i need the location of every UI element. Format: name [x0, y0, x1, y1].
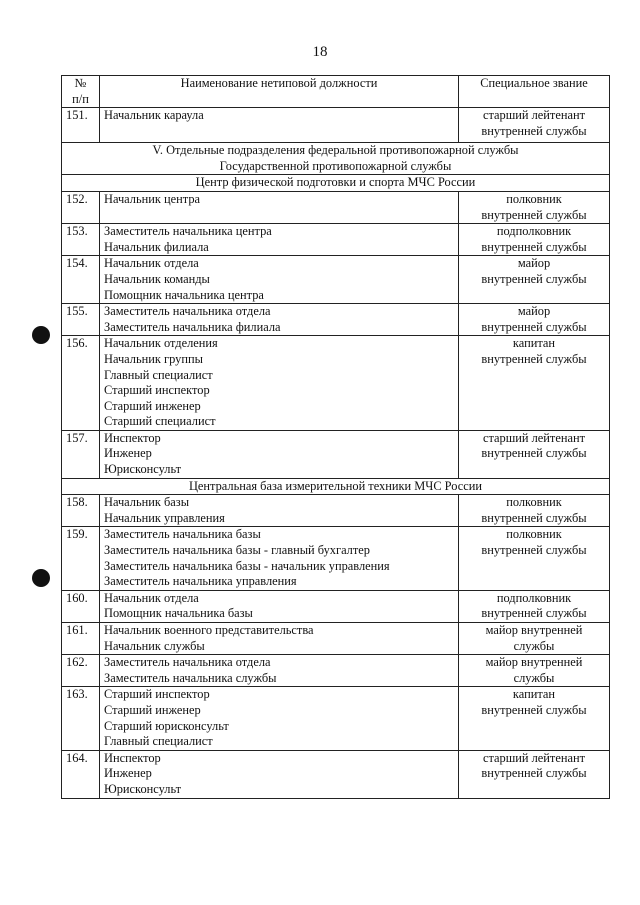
- rank-line: внутренней службы: [481, 239, 587, 254]
- row-number: 153.: [62, 224, 100, 256]
- row-rank: [459, 590, 610, 622]
- position-line: Заместитель начальника отдела: [104, 304, 271, 319]
- position-line: Старший специалист: [104, 414, 216, 429]
- rank-line: капитан: [512, 687, 556, 702]
- table-row: [62, 430, 610, 478]
- row-rank: [459, 191, 610, 223]
- table-row: [62, 750, 610, 798]
- row-rank: [459, 623, 610, 655]
- position-line: Главный специалист: [104, 734, 213, 749]
- row-positions: [100, 623, 459, 655]
- row-number: 164.: [62, 750, 100, 798]
- row-number: 159.: [62, 527, 100, 590]
- rank-line: полковник: [506, 191, 562, 206]
- rank-line: подполковник: [496, 224, 572, 239]
- rank-line: полковник: [506, 495, 562, 510]
- position-line: Инспектор: [104, 750, 161, 765]
- position-line: Старший инженер: [104, 702, 201, 717]
- section-heading: V. Отдельные подразделения федеральной противопожарной службы Государственной противопожарной службы: [62, 143, 610, 175]
- row-rank: [459, 527, 610, 590]
- row-rank: [459, 256, 610, 304]
- table-header-row: [62, 76, 610, 108]
- row-rank: [459, 430, 610, 478]
- row-positions: [100, 336, 459, 431]
- table-row: [62, 224, 610, 256]
- header-rank: Специальное звание: [459, 76, 610, 108]
- row-positions: Начальник караула: [100, 108, 459, 143]
- row-number: 156.: [62, 336, 100, 431]
- position-line: Заместитель начальника отдела: [104, 655, 271, 670]
- position-line: Старший инспектор: [104, 383, 210, 398]
- page-number: 18: [312, 44, 328, 60]
- position-line: Юрисконсульт: [104, 462, 182, 477]
- subsection-heading: Центр физической подготовки и спорта МЧС России: [62, 175, 610, 192]
- row-number: 160.: [62, 590, 100, 622]
- row-number: 157.: [62, 430, 100, 478]
- position-line: Заместитель начальника базы - главный бухгалтер: [104, 543, 370, 558]
- row-positions: [100, 191, 459, 223]
- row-positions: [100, 590, 459, 622]
- rank-line: внутренней службы: [481, 446, 587, 461]
- row-positions: [100, 527, 459, 590]
- punch-hole-mark: [32, 569, 50, 587]
- row-rank: [459, 655, 610, 687]
- position-line: Главный специалист: [104, 367, 213, 382]
- rank-line: внутренней службы: [481, 319, 587, 334]
- row-positions: [100, 687, 459, 750]
- position-line: Помощник начальника базы: [104, 606, 253, 621]
- row-positions: [100, 256, 459, 304]
- rank-line: старший лейтенант: [482, 430, 586, 445]
- rank-line: внутренней службы: [481, 702, 587, 717]
- position-line: Старший юрисконсульт: [104, 718, 229, 733]
- table-row: [62, 108, 610, 143]
- position-line: Начальник службы: [104, 638, 205, 653]
- row-positions: [100, 304, 459, 336]
- rank-line: майор: [517, 256, 551, 271]
- rank-line: майор: [517, 304, 551, 319]
- row-rank: старший лейтенант внутренней службы: [459, 108, 610, 143]
- row-rank: [459, 224, 610, 256]
- position-line: Начальник военного представительства: [104, 623, 314, 637]
- table-row: [62, 191, 610, 223]
- position-line: Инженер: [104, 766, 152, 781]
- row-positions: [100, 495, 459, 527]
- row-number: 162.: [62, 655, 100, 687]
- header-position: Наименование нетиповой должности: [100, 76, 459, 108]
- row-number: 152.: [62, 191, 100, 223]
- rank-line: старший лейтенант: [482, 750, 586, 765]
- row-positions: [100, 224, 459, 256]
- position-line: Начальник отделения: [104, 336, 218, 351]
- rank-line: внутренней службы: [481, 766, 587, 781]
- position-line: Заместитель начальника службы: [104, 670, 277, 685]
- position-line: Заместитель начальника управления: [104, 574, 297, 589]
- position-line: Заместитель начальника центра: [104, 224, 272, 239]
- table-row: [62, 495, 610, 527]
- position-line: Заместитель начальника базы: [104, 527, 261, 542]
- table-row: [62, 655, 610, 687]
- rank-line: внутренней службы: [481, 207, 587, 222]
- position-line: Начальник отдела: [104, 256, 199, 271]
- row-number: 151.: [62, 108, 100, 143]
- header-number: № п/п: [62, 76, 100, 108]
- position-line: Заместитель начальника филиала: [104, 319, 281, 334]
- row-number: 158.: [62, 495, 100, 527]
- row-rank: [459, 750, 610, 798]
- rank-line: майор внутренней: [485, 623, 583, 637]
- positions-table: [61, 75, 610, 799]
- section-heading-row: [62, 143, 610, 175]
- row-number: 161.: [62, 623, 100, 655]
- subsection-heading-row: [62, 175, 610, 192]
- position-line: Начальник центра: [104, 191, 201, 206]
- position-line: Начальник группы: [104, 351, 203, 366]
- position-line: Помощник начальника центра: [104, 287, 264, 302]
- position-line: Старший инспектор: [104, 687, 210, 702]
- row-positions: [100, 750, 459, 798]
- table-row: [62, 304, 610, 336]
- position-line: Юрисконсульт: [104, 781, 182, 796]
- row-positions: [100, 430, 459, 478]
- rank-line: капитан: [512, 336, 556, 351]
- table-row: [62, 623, 610, 655]
- rank-line: подполковник: [496, 590, 572, 605]
- table-row: [62, 336, 610, 431]
- position-line: Начальник филиала: [104, 239, 209, 254]
- subsection-heading: Центральная база измерительной техники МЧС России: [62, 478, 610, 495]
- rank-line: внутренней службы: [481, 606, 587, 621]
- rank-line: внутренней службы: [481, 271, 587, 286]
- row-rank: [459, 304, 610, 336]
- position-line: Инспектор: [104, 430, 161, 445]
- punch-hole-mark: [32, 326, 50, 344]
- table-row: [62, 590, 610, 622]
- position-line: Начальник базы: [104, 495, 190, 510]
- row-positions: [100, 655, 459, 687]
- table-row: [62, 687, 610, 750]
- row-number: 154.: [62, 256, 100, 304]
- position-line: Начальник управления: [104, 510, 225, 525]
- row-rank: [459, 687, 610, 750]
- row-rank: [459, 495, 610, 527]
- subsection-heading-row: [62, 478, 610, 495]
- position-line: Инженер: [104, 446, 152, 461]
- table-row: [62, 256, 610, 304]
- position-line: Старший инженер: [104, 398, 201, 413]
- position-line: Начальник отдела: [104, 590, 199, 605]
- row-number: 163.: [62, 687, 100, 750]
- table-row: [62, 527, 610, 590]
- rank-line: внутренней службы: [481, 351, 587, 366]
- row-rank: [459, 336, 610, 431]
- rank-line: майор внутренней: [485, 655, 583, 670]
- position-line: Заместитель начальника базы - начальник управления: [104, 558, 390, 573]
- rank-line: внутренней службы: [481, 510, 587, 525]
- rank-line: службы: [513, 638, 555, 653]
- rank-line: полковник: [506, 527, 562, 542]
- row-number: 155.: [62, 304, 100, 336]
- rank-line: службы: [513, 670, 555, 685]
- position-line: Начальник команды: [104, 271, 210, 286]
- rank-line: внутренней службы: [481, 543, 587, 558]
